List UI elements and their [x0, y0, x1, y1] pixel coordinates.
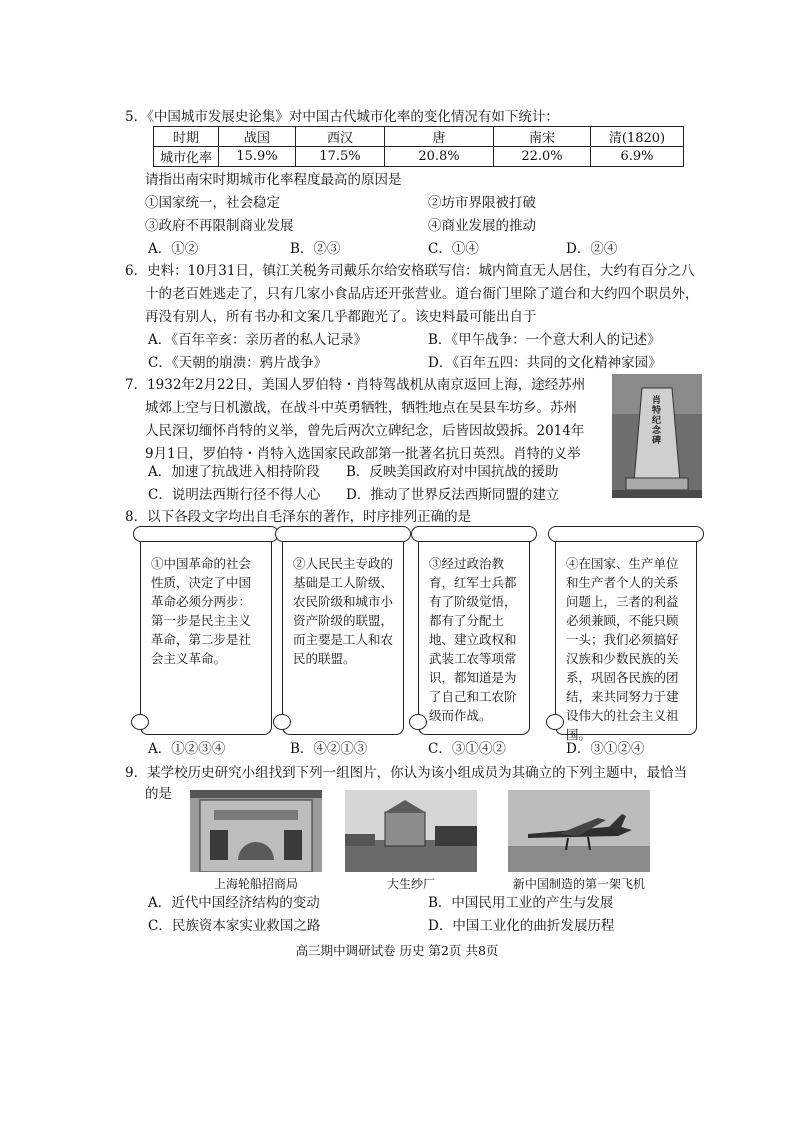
q9-option-b[interactable]: B．中国民用工业的产生与发展: [428, 895, 614, 911]
factory-image: [345, 790, 477, 872]
scroll-card-3: [418, 533, 530, 735]
q9-line: 9．某学校历史研究小组找到下列一组图片，你认为该小组成员为其确立的下列主题中，最恰当: [125, 765, 688, 781]
scroll-curl-bottom: [273, 714, 291, 730]
q5-item: ②坊市界限被打破: [428, 195, 536, 211]
q5-option-a[interactable]: A．①②: [148, 241, 199, 257]
q5-option-c[interactable]: C．①④: [428, 241, 479, 257]
q6-line: 十的老百姓逃走了，只有几家小食品店还开张营业。道台衙门里除了道台和大约四个职员外，: [145, 286, 699, 302]
scroll-curl-top: [411, 526, 537, 542]
table-header-row: [154, 127, 684, 147]
scroll-text: ①中国革命的社会性质，决定了中国革命必须分两步：第一步是民主主义革命，第二步是社会主义革命。: [151, 556, 252, 666]
photo-first-airplane: [508, 790, 650, 872]
q8-stem: 8．以下各段文字均出自毛泽东的著作，时序排列正确的是: [125, 509, 472, 525]
q7-line: 人民深切缅怀肖特的义举，曾先后两次立碑纪念，后皆因故毁拆。2014年: [145, 423, 585, 439]
scroll-text: ④在国家、生产单位和生产者个人的关系问题上，三者的利益必须兼顾，不能只顾一头；我们必须搞好汉族和少数民族的关系，巩固各民族的团结，来共同努力于建设伟大的社会主义祖国。: [566, 556, 679, 742]
q9-option-c[interactable]: C．民族资本家实业救国之路: [148, 918, 321, 934]
scroll-card-2: [282, 533, 404, 735]
q6-option-d[interactable]: D．《百年五四：共同的文化精神家园》: [428, 355, 662, 371]
table-cell: 南宋: [494, 127, 591, 147]
scroll-text: ③经过政治教育，红军士兵都有了阶级觉悟，都有了分配土地、建立政权和武装工农等项常识，都知道是为了自己和工农阶级而作战。: [429, 556, 517, 723]
q7-line: 9月1日，罗伯特・肖特入选国家民政部第一批著名抗日英烈。肖特的义举: [145, 446, 581, 462]
q5-stem: 5．《中国城市发展史论集》对中国古代城市化率的变化情况有如下统计：: [125, 109, 559, 125]
q6-option-a[interactable]: A．《百年辛亥：亲历者的私人记录》: [148, 332, 367, 348]
scroll-text: ②人民民主专政的基础是工人阶级、农民阶级和城市小资产阶级的联盟，而主要是工人和农民的联盟。: [293, 556, 394, 666]
q7-option-a[interactable]: A．加速了抗战进入相持阶段: [148, 464, 320, 480]
table-cell: 15.9%: [219, 147, 296, 167]
q8-option-c[interactable]: C．③①④②: [428, 741, 506, 757]
q7-option-b[interactable]: B．反映美国政府对中国抗战的援助: [346, 464, 559, 480]
q9-line: 的是: [145, 786, 172, 802]
table-cell: 战国: [219, 127, 296, 147]
q9-option-a[interactable]: A．近代中国经济结构的变动: [148, 895, 320, 911]
q7-line: 城郊上空与日机激战，在战斗中英勇牺牲，牺牲地点在吴县车坊乡。苏州: [145, 400, 577, 416]
q5-option-d[interactable]: D．②④: [566, 241, 618, 257]
q9-option-d[interactable]: D．中国工业化的曲折发展历程: [428, 918, 615, 934]
scroll-card-4: [555, 533, 697, 742]
airplane-image: [508, 790, 650, 872]
table-cell: 17.5%: [296, 147, 385, 167]
urbanization-table: [153, 126, 684, 167]
photo-dasheng-mill: [345, 790, 477, 872]
q5-option-b[interactable]: B．②③: [290, 241, 341, 257]
q6-line: 6．史料：10月31日，镇江关税务司戴乐尔给安格联写信：城内简直无人居住，大约有百分之八: [125, 263, 695, 279]
monument-photo: [612, 374, 702, 498]
monument-inscription: 肖特纪念碑: [652, 396, 662, 446]
table-cell: 6.9%: [591, 147, 684, 167]
q8-option-b[interactable]: B．④②①③: [290, 741, 368, 757]
scroll-curl-bottom: [131, 714, 149, 730]
table-cell: 唐: [385, 127, 494, 147]
scroll-curl-bottom: [546, 714, 564, 730]
caption: 上海轮船招商局: [213, 877, 298, 891]
scroll-card-1: [140, 533, 272, 735]
q6-option-b[interactable]: B．《甲午战争：一个意大利人的记述》: [428, 332, 661, 348]
q5-question: 请指出南宋时期城市化率程度最高的原因是: [145, 172, 402, 188]
q8-option-d[interactable]: D．③①②④: [566, 741, 645, 757]
table-cell: 西汉: [296, 127, 385, 147]
q7-option-c[interactable]: C．说明法西斯行径不得人心: [148, 487, 321, 503]
building-image: [190, 790, 322, 872]
photo-merchants-steam-navigation: [190, 790, 322, 872]
table-cell: 20.8%: [385, 147, 494, 167]
caption: 大生纱厂: [386, 877, 435, 891]
q7-line: 7．1932年2月22日，美国人罗伯特・肖特驾战机从南京返回上海，途经苏州: [125, 377, 586, 393]
table-data-row: [154, 147, 684, 167]
table-cell: 时期: [154, 127, 219, 147]
caption: 新中国制造的第一架飞机: [512, 877, 645, 891]
q8-option-a[interactable]: A．①②③④: [148, 741, 226, 757]
q6-option-c[interactable]: C．《天朝的崩溃：鸦片战争》: [148, 355, 328, 371]
scroll-curl-bottom: [409, 714, 427, 730]
table-cell: 22.0%: [494, 147, 591, 167]
q5-item: ①国家统一，社会稳定: [145, 195, 280, 211]
q5-item: ④商业发展的推动: [428, 218, 536, 234]
q5-item: ③政府不再限制商业发展: [145, 218, 294, 234]
scroll-curl-top: [133, 526, 279, 542]
q7-option-d[interactable]: D．推动了世界反法西斯同盟的建立: [346, 487, 560, 503]
q6-line: 再没有别人，所有书办和文案几乎都跑光了。该史料最可能出自于: [145, 309, 537, 325]
scroll-curl-top: [275, 526, 411, 542]
table-cell: 清(1820): [591, 127, 684, 147]
table-cell: 城市化率: [154, 147, 219, 167]
scroll-curl-top: [548, 526, 704, 542]
page-footer: 高三期中调研试卷 历史 第2页 共8页: [295, 943, 499, 958]
